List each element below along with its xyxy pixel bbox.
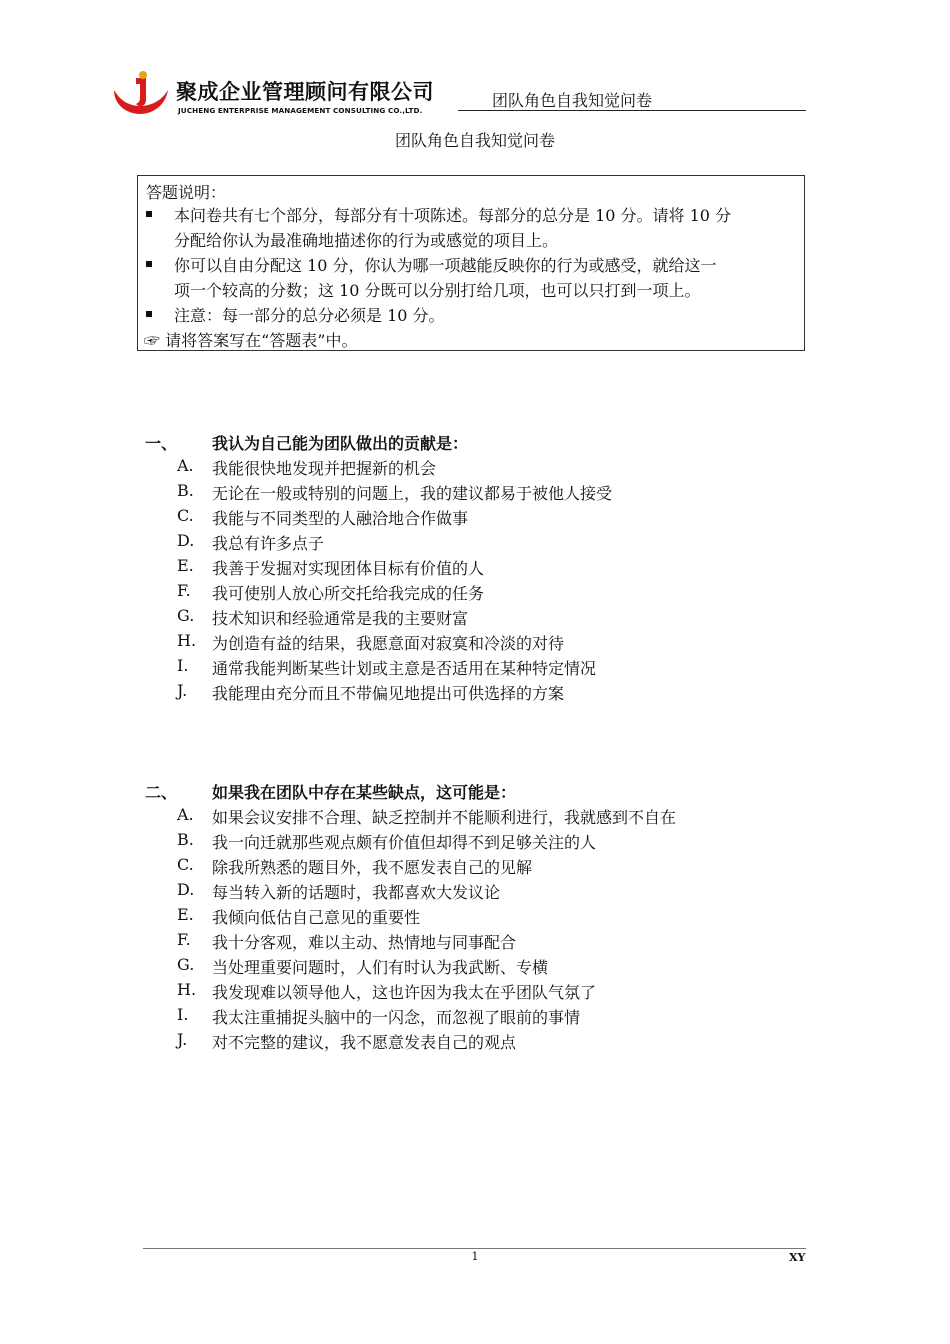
- header-doc-label: 团队角色自我知觉问卷: [492, 91, 653, 110]
- item-text: 我十分客观，难以主动、热情地与同事配合: [212, 933, 517, 952]
- item-text: 我可使别人放心所交托给我完成的任务: [212, 584, 485, 603]
- item-text: 我太注重捕捉头脑中的一闪念，而忽视了眼前的事情: [212, 1008, 581, 1027]
- item-letter: B.: [177, 481, 194, 500]
- bullet-marker: [146, 311, 152, 317]
- item-letter: H.: [177, 980, 197, 999]
- instruction-text: 分配给你认为最准确地描述你的行为或感觉的项目上。: [174, 231, 559, 250]
- footer-mark: XY: [789, 1251, 806, 1264]
- company-logo: [110, 70, 170, 116]
- item-letter: A.: [177, 805, 194, 824]
- footer-rule: [143, 1248, 806, 1249]
- item-letter: J.: [177, 681, 188, 700]
- company-name-en: JUCHENG ENTERPRISE MANAGEMENT CONSULTING CO.,LTD.: [178, 106, 423, 115]
- section-heading: 我认为自己能为团队做出的贡献是：: [212, 434, 469, 453]
- bullet-marker: [146, 261, 152, 267]
- instruction-text: 本问卷共有七个部分，每部分有十项陈述。每部分的总分是 10 分。请将 10 分: [174, 206, 732, 225]
- item-text: 无论在一般或特别的问题上，我的建议都易于被他人接受: [212, 484, 613, 503]
- item-letter: C.: [177, 855, 194, 874]
- item-letter: F.: [177, 930, 191, 949]
- item-text: 对不完整的建议，我不愿意发表自己的观点: [212, 1033, 517, 1052]
- company-name-cn: 聚成企业管理顾问有限公司: [176, 80, 434, 104]
- item-letter: B.: [177, 830, 194, 849]
- item-letter: I.: [177, 1005, 189, 1024]
- item-text: 我发现难以领导他人，这也许因为我太在乎团队气氛了: [212, 983, 597, 1002]
- header-rule: [458, 110, 806, 111]
- section-number: 二、: [145, 783, 178, 802]
- item-text: 我能理由充分而且不带偏见地提出可供选择的方案: [212, 684, 565, 703]
- item-letter: H.: [177, 631, 197, 650]
- instruction-text: 项一个较高的分数；这 10 分既可以分别打给几项，也可以只打到一项上。: [174, 281, 701, 300]
- item-text: 通常我能判断某些计划或主意是否适用在某种特定情况: [212, 659, 597, 678]
- item-text: 我倾向低估自己意见的重要性: [212, 908, 421, 927]
- item-letter: D.: [177, 531, 195, 550]
- item-text: 除我所熟悉的题目外，我不愿发表自己的见解: [212, 858, 533, 877]
- item-text: 我总有许多点子: [212, 534, 325, 553]
- item-letter: E.: [177, 556, 194, 575]
- item-text: 我善于发掘对实现团体目标有价值的人: [212, 559, 485, 578]
- item-letter: D.: [177, 880, 195, 899]
- item-text: 我能很快地发现并把握新的机会: [212, 459, 437, 478]
- item-letter: I.: [177, 656, 189, 675]
- item-letter: A.: [177, 456, 194, 475]
- item-letter: E.: [177, 905, 194, 924]
- page-title: 团队角色自我知觉问卷: [394, 131, 555, 150]
- answer-sheet-note: ☞ 请将答案写在“答题表”中。: [144, 331, 358, 350]
- item-letter: F.: [177, 581, 191, 600]
- item-text: 每当转入新的话题时，我都喜欢大发议论: [212, 883, 501, 902]
- instructions-box: [137, 175, 805, 351]
- item-text: 为创造有益的结果，我愿意面对寂寞和冷淡的对待: [212, 634, 565, 653]
- instructions-heading: 答题说明：: [146, 183, 227, 202]
- item-text: 我能与不同类型的人融洽地合作做事: [212, 509, 469, 528]
- item-text: 如果会议安排不合理、缺乏控制并不能顺利进行，我就感到不自在: [212, 808, 677, 827]
- section-number: 一、: [145, 434, 178, 453]
- item-letter: C.: [177, 506, 194, 525]
- item-letter: G.: [177, 955, 195, 974]
- page-number: 1: [471, 1250, 479, 1263]
- item-text: 我一向迁就那些观点颇有价值但却得不到足够关注的人: [212, 833, 597, 852]
- bullet-marker: [146, 211, 152, 217]
- item-text: 技术知识和经验通常是我的主要财富: [212, 609, 469, 628]
- instruction-text: 注意：每一部分的总分必须是 10 分。: [174, 306, 445, 325]
- item-letter: J.: [177, 1030, 188, 1049]
- item-letter: G.: [177, 606, 195, 625]
- instruction-text: 你可以自由分配这 10 分，你认为哪一项越能反映你的行为或感受，就给这一: [174, 256, 717, 275]
- item-text: 当处理重要问题时，人们有时认为我武断、专横: [212, 958, 549, 977]
- section-heading: 如果我在团队中存在某些缺点，这可能是：: [212, 783, 517, 802]
